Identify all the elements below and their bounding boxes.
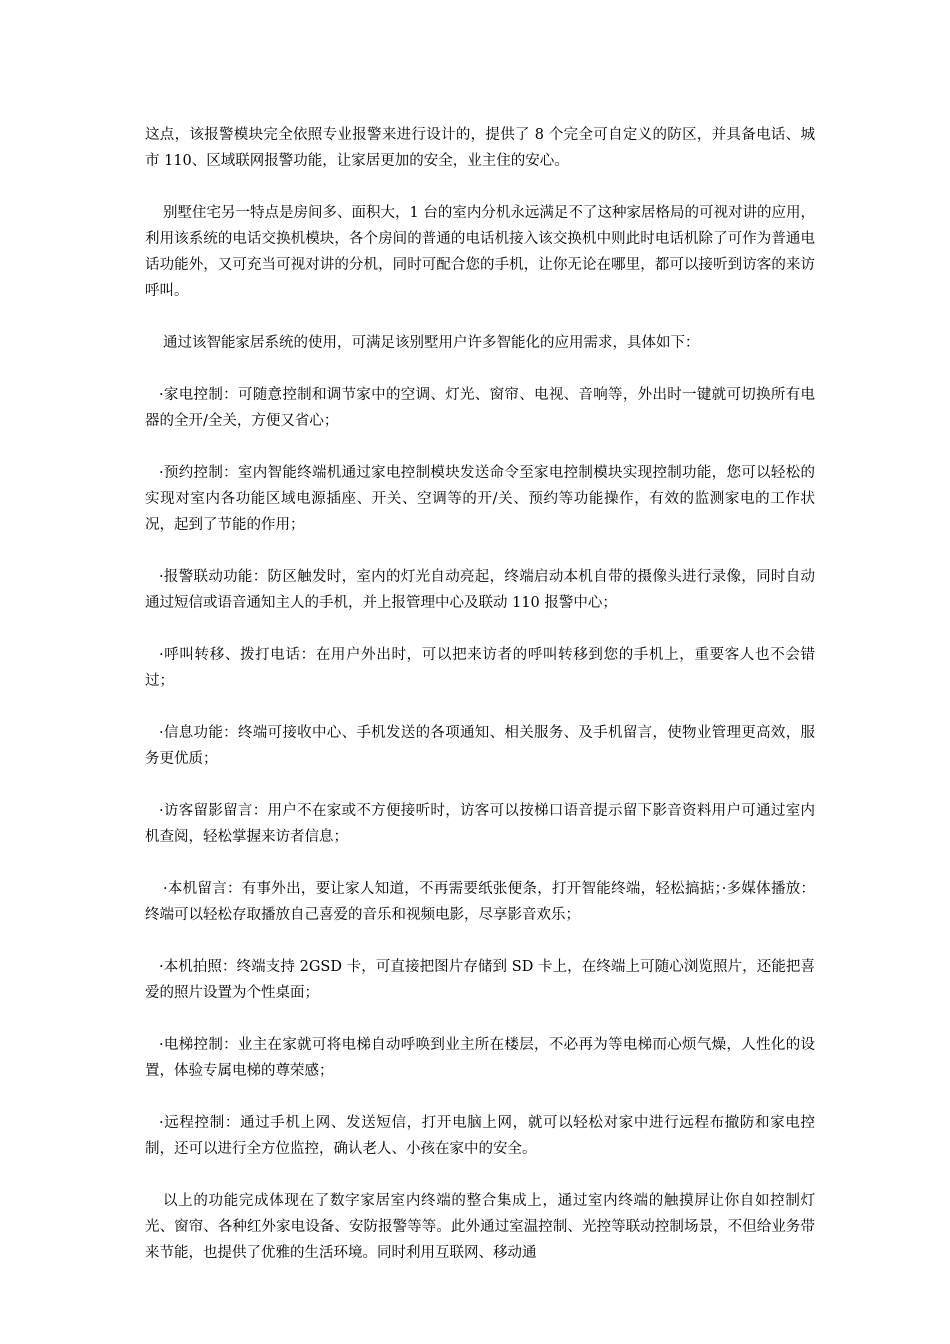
- paragraph-call-forwarding: ·呼叫转移、拨打电话：在用户外出时，可以把来访者的呼叫转移到您的手机上，重要客人也不会错过；: [145, 647, 815, 689]
- paragraph-local-photo: ·本机拍照：终端支持 2GSD 卡，可直接把图片存储到 SD 卡上，在终端上可随心浏览照片，还能把喜爱的照片设置为个性桌面；: [145, 959, 815, 1001]
- document-page: [145, 122, 815, 1266]
- paragraph-requirements-intro: 通过该智能家居系统的使用，可满足该别墅用户许多智能化的应用需求，具体如下：: [163, 335, 700, 351]
- paragraph-alarm-linkage: ·报警联动功能：防区触发时，室内的灯光自动亮起，终端启动本机自带的摄像头进行录像，同时自动通过短信或语音通知主人的手机，并上报管理中心及联动 110 报警中心；: [145, 569, 815, 611]
- paragraph-conclusion: 以上的功能完成体现在了数字家居室内终端的整合集成上，通过室内终端的触摸屏让你自如控制灯光、窗帘、各种红外家电设备、安防报警等等。此外通过室温控制、光控等联动控制场景，不但给业务带来节能，也提供了优雅的生活环境。同时利用互联网、移动通: [145, 1193, 815, 1261]
- paragraph-elevator-control: ·电梯控制：业主在家就可将电梯自动呼唤到业主所在楼层，不必再为等电梯而心烦气燥，人性化的设置，体验专属电梯的尊荣感；: [145, 1037, 815, 1079]
- paragraph-visitor-message: ·访客留影留言：用户不在家或不方便接听时，访客可以按梯口语音提示留下影音资料用户可通过室内机查阅，轻松掌握来访者信息；: [145, 803, 815, 845]
- paragraph-villa-intercom: 别墅住宅另一特点是房间多、面积大，1 台的室内分机永远满足不了这种家居格局的可视对讲的应用，利用该系统的电话交换机模块，各个房间的普通的电话机接入该交换机中则此时电话机除了可作为普通电话功能外，又可充当可视对讲的分机，同时可配合您的手机，让你无论在哪里，都可以接听到访客的来访呼叫。: [145, 205, 815, 299]
- paragraph-alarm-module: 这点，该报警模块完全依照专业报警来进行设计的，提供了 8 个完全可自定义的防区，并具备电话、城市 110、区域联网报警功能，让家居更加的安全，业主住的安心。: [145, 127, 815, 169]
- paragraph-scheduled-control: ·预约控制：室内智能终端机通过家电控制模块发送命令至家电控制模块实现控制功能，您可以轻松的实现对室内各功能区域电源插座、开关、空调等的开/关、预约等功能操作，有效的监测家电的工作状况，起到了节能的作用；: [145, 465, 815, 533]
- paragraph-remote-control: ·远程控制：通过手机上网、发送短信，打开电脑上网，就可以轻松对家中进行远程布撤防和家电控制，还可以进行全方位监控，确认老人、小孩在家中的安全。: [145, 1115, 815, 1157]
- paragraph-information: ·信息功能：终端可接收中心、手机发送的各项通知、相关服务、及手机留言，使物业管理更高效，服务更优质；: [145, 725, 815, 767]
- paragraph-local-message-multimedia: ·本机留言：有事外出，要让家人知道，不再需要纸张便条，打开智能终端，轻松搞掂；·多媒体播放：终端可以轻松存取播放自己喜爱的音乐和视频电影，尽享影音欢乐；: [145, 881, 815, 923]
- paragraph-appliance-control: ·家电控制：可随意控制和调节家中的空调、灯光、窗帘、电视、音响等，外出时一键就可切换所有电器的全开/全关，方便又省心；: [145, 387, 815, 429]
